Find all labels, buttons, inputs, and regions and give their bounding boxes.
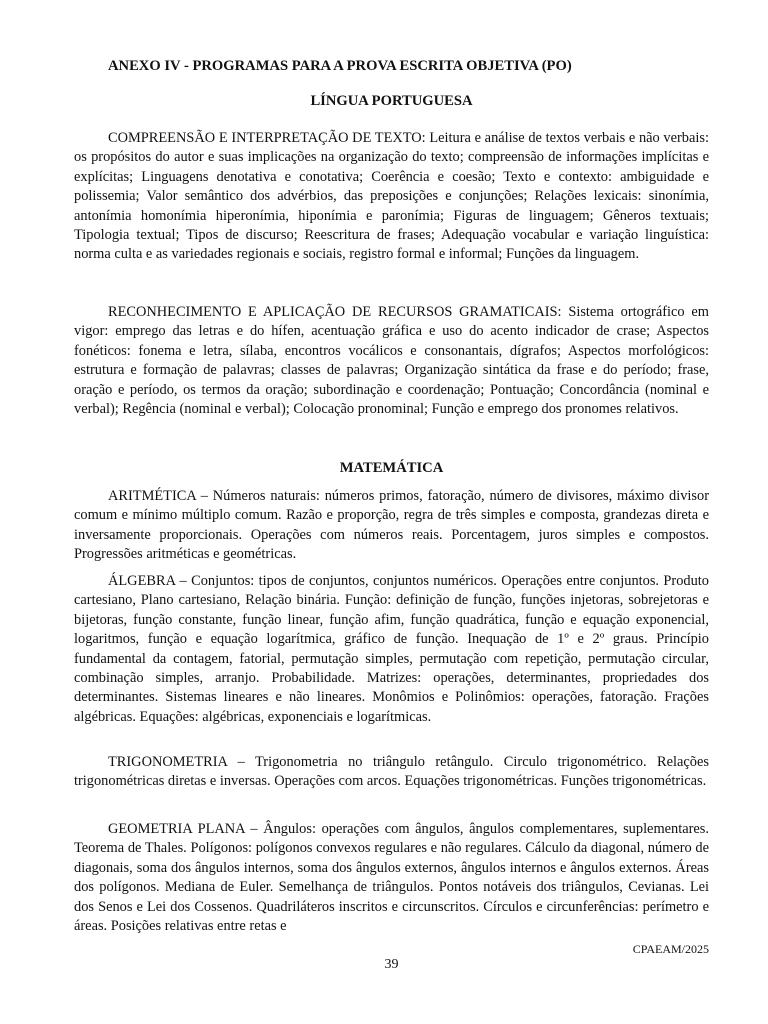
page-number: 39 [384, 957, 399, 972]
paragraph-algebra: ÁLGEBRA – Conjuntos: tipos de conjuntos, conjuntos numéricos. Operações entre conjuntos. Produto cartesiano, Plano cartesiano, Relação binária. Função: definição de função, funções injetoras, sobrejetoras e bijetoras, função constante, função linear, função afim, função quadrática, função e equação exponencial, logaritmos, função e equação logarítmica, gráfico de função. Inequação de 1º e 2º graus. Princípio fundamental da contagem, fatorial, permutação simples, permutação com repetição, permutação circular, combinação simples, arranjo. Probabilidade. Matrizes: operações, determinantes, propriedades dos determinantes. Sistemas lineares e não lineares. Monômios e Polinômios: operações, fatoração. Frações algébricas. Equações: algébricas, exponenciais e logarítmicas. [74, 573, 709, 725]
paragraph-trigonometria: TRIGONOMETRIA – Trigonometria no triângulo retângulo. Circulo trigonométrico. Relações trigonométricas diretas e inversas. Operações com arcos. Equações trigonométricas. Funções trigonométricas. [74, 754, 709, 790]
paragraph-compreensao: COMPREENSÃO E INTERPRETAÇÃO DE TEXTO: Leitura e análise de textos verbais e não verbais: os propósitos do autor e suas implicações na organização do texto; compreensão de informações implícitas e explícitas; Linguagens denotativa e conotativa; Coerência e coesão; Texto e contexto: ambiguidade e polissemia; Valor semântico dos advérbios, das preposições e conjunções; Relações lexicais: sinonímia, antonímia homonímia hiperonímia, hiponímia e paronímia; Figuras de linguagem; Gêneros textuais; Tipologia textual; Tipos de discurso; Reescritura de frases; Adequação vocabular e variação linguística: norma culta e as variedades regionais e sociais, registro formal e informal; Funções da linguagem. [74, 130, 709, 263]
paragraph-recursos-gramaticais: RECONHECIMENTO E APLICAÇÃO DE RECURSOS GRAMATICAIS: Sistema ortográfico em vigor: emprego das letras e do hífen, acentuação gráfica e uso do acento indicador de crase; Aspectos fonéticos: fonema e letra, sílaba, encontros vocálicos e consonantais, dígrafos; Aspectos morfológicos: estrutura e formação de palavras; classes de palavras; Organização sintática da frase e do período; frase, oração e período, os termos da oração; subordinação e coordenação; Pontuação; Concordância (nominal e verbal); Regência (nominal e verbal); Colocação pronominal; Função e emprego dos pronomes relativos. [74, 304, 709, 418]
paragraph-aritmetica: ARITMÉTICA – Números naturais: números primos, fatoração, número de divisores, máximo divisor comum e mínimo múltiplo comum. Razão e proporção, regra de três simples e composta, grandezas direta e inversamente proporcionais. Operações com números reais. Porcentagem, juros simples e compostos. Progressões aritméticas e geométricas. [74, 488, 709, 563]
paragraph-geometria-plana: GEOMETRIA PLANA – Ângulos: operações com ângulos, ângulos complementares, suplementares. Teorema de Thales. Polígonos: polígonos convexos regulares e não regulares. Cálculo da diagonal, número de diagonais, soma dos ângulos internos, soma dos ângulos externos, ângulos internos e ângulos externos. Áreas dos polígonos. Mediana de Euler. Semelhança de triângulos. Pontos notáveis dos triângulos, Cevianas. Lei dos Senos e Lei dos Cossenos. Quadriláteros inscritos e circunscritos. Círculos e circunferências: perímetro e áreas. Posições relativas entre retas e [74, 821, 709, 935]
section-title-matematica: MATEMÁTICA [339, 460, 444, 476]
footer-code: CPAEAM/2025 [632, 942, 709, 956]
annex-title: ANEXO IV - PROGRAMAS PARA A PROVA ESCRITA OBJETIVA (PO) [108, 58, 572, 74]
section-title-lingua-portuguesa: LÍNGUA PORTUGUESA [310, 93, 473, 109]
document-page [74, 0, 709, 1024]
